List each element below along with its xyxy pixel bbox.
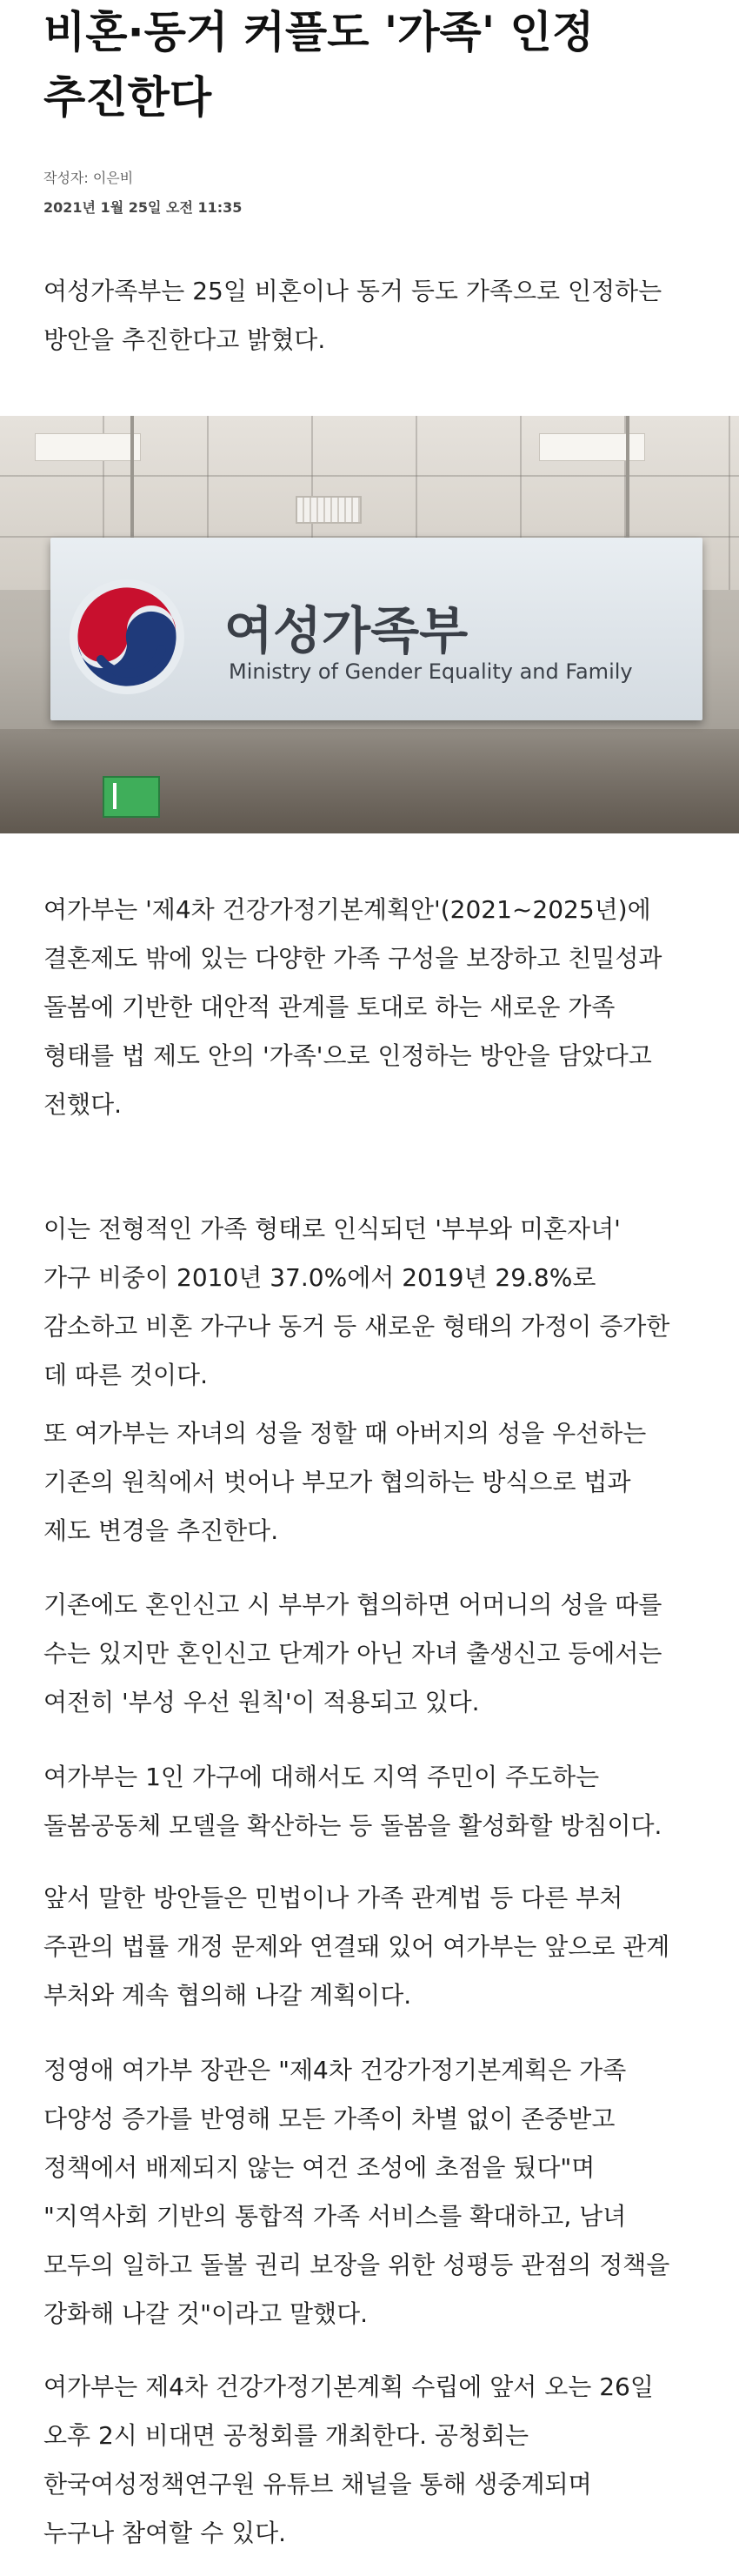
article-headline	[43, 0, 704, 130]
paragraph-line: 돌봄에 기반한 대안적 관계를 토대로 하는 새로운 가족	[43, 993, 616, 1021]
paragraph-line: 방안을 추진한다고 밝혔다.	[43, 325, 326, 354]
paragraph-line: 여성가족부는 25일 비혼이나 동거 등도 가족으로 인정하는	[43, 277, 662, 305]
article-date: 2021년 1월 25일 오전 11:35	[43, 199, 243, 216]
sign-rod	[626, 416, 629, 538]
paragraph-line: 부처와 계속 협의해 나갈 계획이다.	[43, 1981, 412, 2010]
paragraph-line: 가구 비중이 2010년 37.0%에서 2019년 29.8%로	[43, 1263, 596, 1292]
headline-line: 추진한다	[43, 72, 212, 123]
ceiling-light	[35, 433, 141, 461]
paragraph-line: 정영애 여가부 장관은 "제4차 건강가정기본계획은 가족	[43, 2056, 627, 2084]
paragraph-line: 기존의 원칙에서 벗어나 부모가 협의하는 방식으로 법과	[43, 1468, 631, 1496]
paragraph	[43, 267, 704, 365]
paragraph-line: 여가부는 1인 가구에 대해서도 지역 주민이 주도하는	[43, 1763, 600, 1791]
paragraph-line: 감소하고 비혼 가구나 동거 등 새로운 형태의 가정이 증가한	[43, 1312, 670, 1341]
paragraph-line: 수는 있지만 혼인신고 단계가 아닌 자녀 출생신고 등에서는	[43, 1639, 662, 1668]
paragraph-line: 앞서 말한 방안들은 민법이나 가족 관계법 등 다른 부처	[43, 1883, 623, 1912]
paragraph-line: 정책에서 배제되지 않는 여건 조성에 초점을 뒀다"며	[43, 2153, 596, 2182]
ceiling-vent	[296, 496, 362, 524]
paragraph-line: 제도 변경을 추진한다.	[43, 1516, 279, 1545]
paragraph	[43, 1409, 704, 1556]
paragraph-line: "지역사회 기반의 통합적 가족 서비스를 확대하고, 남녀	[43, 2202, 627, 2231]
paragraph-line: 여전히 '부성 우선 원칙'이 적용되고 있다.	[43, 1688, 480, 1716]
paragraph-line: 돌봄공동체 모델을 확산하는 등 돌봄을 활성화할 방침이다.	[43, 1811, 662, 1840]
paragraph-line: 여가부는 '제4차 건강가정기본계획안'(2021~2025년)에	[43, 895, 651, 924]
article-author: 작성자: 이은비	[43, 170, 134, 186]
paragraph-line: 기존에도 혼인신고 시 부부가 협의하면 어머니의 성을 따를	[43, 1590, 662, 1619]
paragraph-line: 주관의 법률 개정 문제와 연결돼 있어 여가부는 앞으로 관계	[43, 1932, 670, 1961]
paragraph	[43, 2046, 704, 2338]
sign-rod	[130, 416, 134, 538]
taegeuk-emblem-icon	[66, 576, 188, 698]
sign-subtitle: Ministry of Gender Equality and Family	[229, 659, 633, 684]
sign-title: 여성가족부	[224, 601, 469, 660]
paragraph	[43, 1581, 704, 1727]
article-photo	[0, 416, 739, 833]
paragraph	[43, 1753, 704, 1850]
paragraph	[43, 1874, 704, 2020]
paragraph	[43, 886, 704, 1129]
paragraph-line: 강화해 나갈 것"이라고 말했다.	[43, 2299, 369, 2328]
paragraph-line: 모두의 일하고 돌볼 권리 보장을 위한 성평등 관점의 정책을	[43, 2251, 670, 2279]
paragraph	[43, 2363, 704, 2558]
paragraph-line: 전했다.	[43, 1090, 123, 1119]
ministry-sign	[50, 538, 702, 720]
paragraph-line: 또 여가부는 자녀의 성을 정할 때 아버지의 성을 우선하는	[43, 1419, 647, 1448]
headline-line: 비혼·동거 커플도 '가족' 인정	[43, 7, 595, 57]
exit-sign-icon	[103, 776, 160, 818]
paragraph-line: 이는 전형적인 가족 형태로 인식되던 '부부와 미혼자녀'	[43, 1214, 621, 1243]
paragraph-line: 데 따른 것이다.	[43, 1361, 208, 1389]
paragraph-line: 형태를 법 제도 안의 '가족'으로 인정하는 방안을 담았다고	[43, 1041, 652, 1070]
paragraph	[43, 1205, 704, 1400]
paragraph-line: 한국여성정책연구원 유튜브 채널을 통해 생중계되며	[43, 2470, 592, 2499]
paragraph-line: 여가부는 제4차 건강가정기본계획 수립에 앞서 오는 26일	[43, 2372, 654, 2401]
paragraph-line: 오후 2시 비대면 공청회를 개최한다. 공청회는	[43, 2421, 529, 2450]
paragraph-line: 다양성 증가를 반영해 모든 가족이 차별 없이 존중받고	[43, 2104, 616, 2133]
paragraph-line: 누구나 참여할 수 있다.	[43, 2519, 287, 2547]
paragraph-line: 결혼제도 밖에 있는 다양한 가족 구성을 보장하고 친밀성과	[43, 944, 662, 973]
